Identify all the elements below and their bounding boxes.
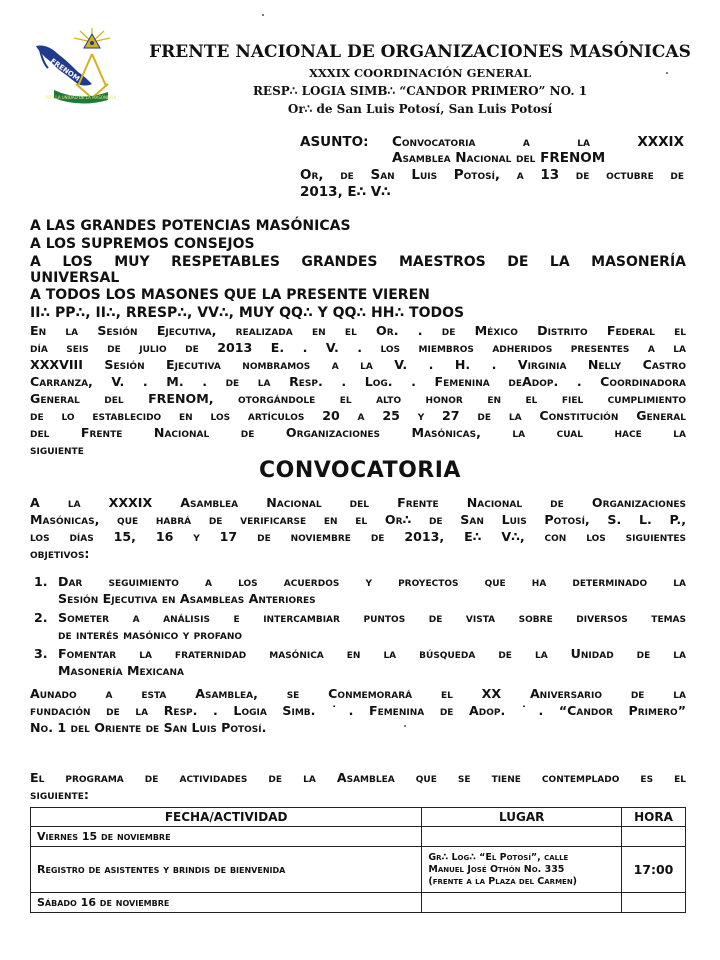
orient-line: Or∴ de San Luis Potosí, San Luis Potosí <box>287 102 553 116</box>
objective-number: 1. <box>34 574 48 589</box>
intro-paragraph <box>30 322 686 458</box>
intro-line: de lo establecido en los artículos 20 a 25 y 27 de la Constitución General <box>30 408 686 423</box>
program-intro-line: El programa de actividades de la Asamblea que se tiene contemplado es el <box>30 770 686 785</box>
empty-cell <box>622 827 686 847</box>
intro-line: En la Sesión Ejecutiva, realizada en el Or. . de México Distrito Federal el <box>30 323 686 338</box>
intro-line: XXXVIII Sesión Ejecutiva nombramos a la V. . H. . Virginia Nelly Castro <box>30 357 686 372</box>
convocatoria-line: A la XXXIX Asamblea Nacional del Frente Nacional de Organizaciones <box>30 495 686 510</box>
place-line: (frente a la Plaza del Carmen) <box>428 875 578 887</box>
scan-speck <box>262 14 264 16</box>
organization-title: FRENTE NACIONAL DE ORGANIZACIONES MASÓNICAS <box>149 42 691 62</box>
place-line: Manuel José Othón No. 335 <box>428 863 565 875</box>
objective-line: Fomentar la fraternidad masónica en la búsqueda de la Unidad de la <box>58 646 686 661</box>
objective-item <box>34 609 686 643</box>
intro-line: Carranza, V. . M. . de la Resp. . Log. . Femenina deAdop. . Coordinadora <box>30 374 686 389</box>
svg-text:FRENOM: FRENOM <box>48 57 82 83</box>
addressee-3: A LOS MUY RESPETABLES GRANDES MAESTROS DE LA MASONERÍA <box>30 254 686 270</box>
objective-item <box>34 573 686 607</box>
convocatoria-line: Masónicas, que habrá de verificarse en el Or∴ de San Luis Potosí, S. L. P., <box>30 512 686 527</box>
empty-cell <box>622 893 686 913</box>
convocatoria-line: los días 15, 16 y 17 de noviembre de 2013, E∴ V∴, con los siguientes <box>30 529 686 544</box>
intro-line: día seis de julio de 2013 E. . V. . los miembros adheridos presentes a la <box>30 340 686 355</box>
addressee-4: A TODOS LOS MASONES QUE LA PRESENTE VIEREN <box>30 287 430 303</box>
place-line: Gr∴ Log∴ “El Potosí”, calle <box>428 851 569 863</box>
objective-number: 3. <box>34 646 48 661</box>
program-intro <box>30 769 686 803</box>
activity-cell: Registro de asistentes y brindis de bienvenida <box>31 847 422 893</box>
scan-speck <box>666 72 668 74</box>
addressee-2: A LOS SUPREMOS CONSEJOS <box>30 236 255 252</box>
program-intro-line: siguiente: <box>30 787 89 802</box>
convocatoria-paragraph <box>30 494 686 562</box>
objective-line: Dar seguimiento a los acuerdos y proyectos que ha determinado la <box>58 574 686 589</box>
convocatoria-title: CONVOCATORIA <box>259 458 461 483</box>
empty-cell <box>422 827 622 847</box>
place-date-line-1: Or, de San Luis Potosí, a 13 de octubre de <box>300 167 684 183</box>
addressee-3-cont: UNIVERSAL <box>30 270 120 286</box>
column-header: LUGAR <box>422 808 622 827</box>
place-cell <box>422 847 622 893</box>
anniversary-paragraph <box>30 685 686 736</box>
intro-line: General del FRENOM, otorgándole el alto honor en el fiel cumplimiento <box>30 391 686 406</box>
column-header: FECHA/ACTIVIDAD <box>31 808 422 827</box>
objective-line: Sesión Ejecutiva en Asambleas Anteriores <box>58 591 316 606</box>
objective-item <box>34 645 686 679</box>
program-table <box>30 807 686 913</box>
anniversary-line: Aunado a esta Asamblea, se Conmemorará el XX Aniversario de la <box>30 686 686 701</box>
objective-number: 2. <box>34 610 48 625</box>
table-row <box>31 827 686 847</box>
subject-label: ASUNTO: <box>300 134 369 150</box>
intro-line: del Frente Nacional de Organizaciones Masónicas, la cual hace la <box>30 425 686 440</box>
table-header-row <box>31 808 686 827</box>
svg-text:POR LA UNIDAD DE LA MASONERIA: POR LA UNIDAD DE LA MASONERIA <box>45 95 117 100</box>
day-cell: Viernes 15 de noviembre <box>31 827 422 847</box>
intro-line: siguiente <box>30 442 84 457</box>
lodge-line: RESP∴ LOGIA SIMB∴ “CANDOR PRIMERO” NO. 1 <box>252 84 588 98</box>
anniversary-line: fundación de la Resp. . Logia Simb. ˙. Femenina de Adop. ˙. “Candor Primero” <box>30 703 686 718</box>
coordination-line: XXXIX COORDINACIÓN GENERAL <box>308 66 532 80</box>
empty-cell <box>422 893 622 913</box>
convocatoria-line: objetivos: <box>30 546 90 561</box>
table-row <box>31 893 686 913</box>
place-date-line-2: 2013, E∴ V∴ <box>300 184 391 200</box>
anniversary-line: No. 1 del Oriente de San Luis Potosí. <box>30 720 267 735</box>
day-cell: Sábado 16 de noviembre <box>31 893 422 913</box>
column-header: HORA <box>622 808 686 827</box>
scan-speck <box>404 725 406 727</box>
frenom-logo <box>30 28 128 108</box>
objective-line: Masonería Mexicana <box>58 663 184 678</box>
subject-line-1: Convocatoria a la XXXIX <box>392 134 684 150</box>
table-row <box>31 847 686 893</box>
subject-line-2: Asamblea Nacional del FRENOM <box>392 150 606 166</box>
objective-line: Someter a análisis e intercambiar puntos de vista sobre diversos temas <box>58 610 686 625</box>
addressee-5: II∴ PP∴, II∴, RRESP∴, VV∴, MUY QQ∴ Y QQ∴ HH∴ TODOS <box>30 305 465 321</box>
addressee-1: A LAS GRANDES POTENCIAS MASÓNICAS <box>30 218 351 234</box>
objective-line: de interés masónico y profano <box>58 627 243 642</box>
time-cell: 17:00 <box>622 847 686 893</box>
